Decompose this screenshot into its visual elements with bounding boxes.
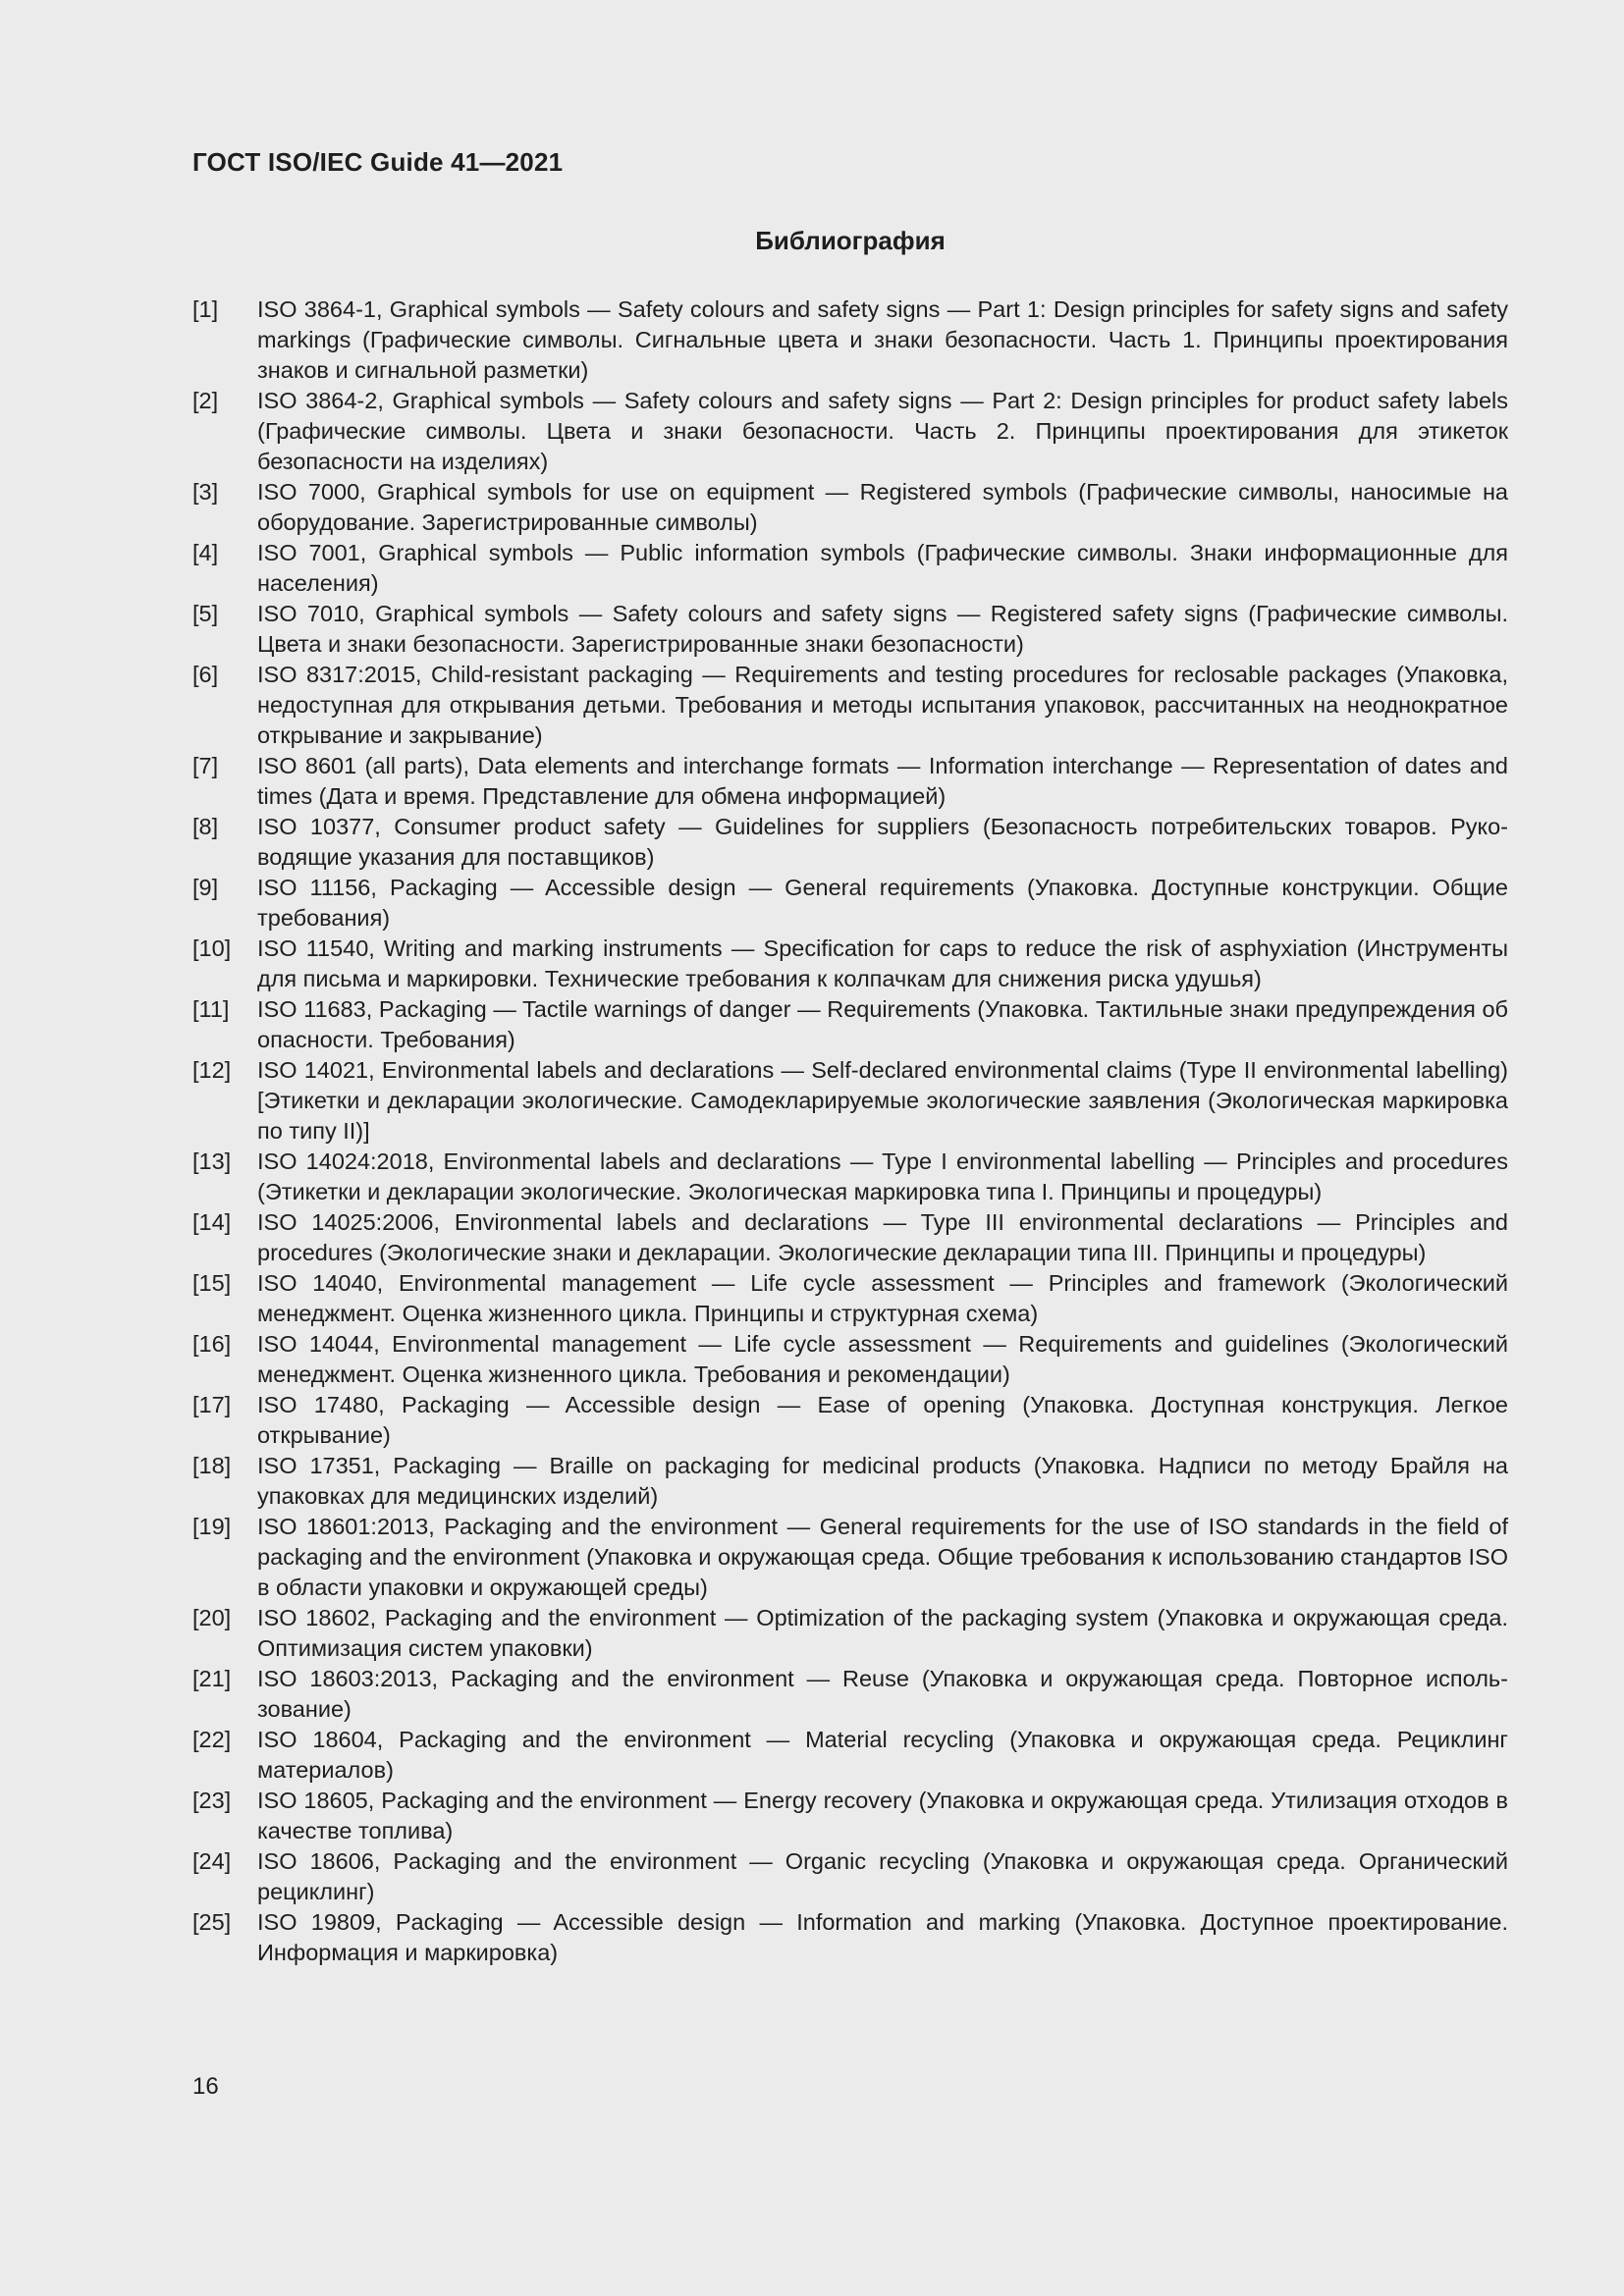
reference-number: [25]	[192, 1909, 232, 1935]
reference-text: ISO 7001, Graphical symbols — Public information symbols (Графические символы. Знаки информационные для населения)	[257, 540, 1508, 596]
reference-number: [14]	[192, 1209, 232, 1235]
reference-number: [2]	[192, 388, 219, 413]
reference-item-19	[192, 1512, 1508, 1603]
reference-item-22	[192, 1725, 1508, 1786]
reference-text: ISO 18601:2013, Packaging and the environment — General requirements for the use of ISO standards in the field of packaging and the environment (Упаковка и окружающая среда. Общие требования к использованию стандартов ISO в области упаковки и окружающей среды)	[257, 1514, 1508, 1600]
reference-item-1	[192, 294, 1508, 386]
reference-item-14	[192, 1207, 1508, 1268]
reference-item-5	[192, 599, 1508, 660]
reference-item-23	[192, 1786, 1508, 1846]
reference-number: [3]	[192, 479, 219, 505]
reference-item-25	[192, 1907, 1508, 1968]
reference-text: ISO 14025:2006, Environmental labels and declarations — Type III environmental declarations — Principles and procedures (Экологические знаки и декларации. Экологические декларации типа III. Принципы и процедуры)	[257, 1209, 1508, 1265]
reference-text: ISO 18602, Packaging and the environment — Optimization of the packaging system (Упаковка и окружающая среда. Оптимизация систем упаковки)	[257, 1605, 1508, 1661]
reference-number: [7]	[192, 753, 219, 778]
bibliography-title: Библиография	[755, 226, 946, 255]
reference-number: [6]	[192, 662, 219, 687]
reference-number: [16]	[192, 1331, 232, 1357]
reference-text: ISO 18606, Packaging and the environment — Organic recycling (Упаковка и окружающая среда. Органический рециклинг)	[257, 1848, 1508, 1904]
reference-number: [12]	[192, 1057, 232, 1083]
reference-item-9	[192, 873, 1508, 934]
reference-text: ISO 14040, Environmental management — Life cycle assessment — Principles and framework (Экологический менеджмент. Оценка жизненного цикла. Принципы и структурная схема)	[257, 1270, 1508, 1326]
reference-number: [17]	[192, 1392, 232, 1417]
bibliography-list	[192, 294, 1508, 1968]
reference-text: ISO 14044, Environmental management — Life cycle assessment — Requirements and guidelines (Экологический менеджмент. Оценка жизненного цикла. Требования и рекомендации)	[257, 1331, 1508, 1387]
reference-number: [10]	[192, 935, 232, 961]
reference-text: ISO 7010, Graphical symbols — Safety colours and safety signs — Registered safety signs (Графические символы. Цвета и знаки безопасности. Зарегистрированные знаки безопасности)	[257, 601, 1508, 657]
reference-number: [5]	[192, 601, 219, 626]
reference-text: ISO 18603:2013, Packaging and the environment — Reuse (Упаковка и окружающая среда. Повторное использование)	[257, 1666, 1508, 1722]
reference-item-8	[192, 812, 1508, 873]
reference-item-20	[192, 1603, 1508, 1664]
reference-text: ISO 11540, Writing and marking instruments — Specification for caps to reduce the risk of asphyxiation (Инструменты для письма и маркировки. Технические требования к колпачкам для снижения риска удушья)	[257, 935, 1508, 991]
reference-item-13	[192, 1147, 1508, 1207]
reference-item-16	[192, 1329, 1508, 1390]
reference-item-6	[192, 660, 1508, 751]
document-code-header: ГОСТ ISO/IEC Guide 41—2021	[192, 147, 564, 177]
reference-item-10	[192, 934, 1508, 994]
reference-item-18	[192, 1451, 1508, 1512]
reference-item-12	[192, 1055, 1508, 1147]
reference-number: [20]	[192, 1605, 232, 1630]
reference-number: [8]	[192, 814, 219, 839]
reference-number: [24]	[192, 1848, 232, 1874]
reference-number: [22]	[192, 1727, 232, 1752]
reference-item-15	[192, 1268, 1508, 1329]
reference-item-3	[192, 477, 1508, 538]
reference-number: [15]	[192, 1270, 232, 1296]
reference-text: ISO 8317:2015, Child-resistant packaging — Requirements and testing procedures for reclosable packages (Упаковка, недоступная для открывания детьми. Требования и методы испытания упаковок, рассчитанных на неоднократное открывание и закрывание)	[257, 662, 1508, 748]
reference-text: ISO 7000, Graphical symbols for use on equipment — Registered symbols (Графические символы, наносимые на оборудование. Зарегистрированные символы)	[257, 479, 1508, 535]
reference-text: ISO 10377, Consumer product safety — Guidelines for suppliers (Безопасность потребительских товаров. Руководящие указания для поставщиков)	[257, 814, 1508, 870]
reference-text: ISO 3864-2, Graphical symbols — Safety colours and safety signs — Part 2: Design principles for product safety labels (Графические символы. Цвета и знаки безопасности. Часть 2. Принципы проектирования для этикеток безопасности на изделиях)	[257, 388, 1508, 474]
reference-text: ISO 11156, Packaging — Accessible design — General requirements (Упаковка. Доступные конструкции. Общие требования)	[257, 875, 1508, 931]
reference-item-7	[192, 751, 1508, 812]
reference-text: ISO 14024:2018, Environmental labels and declarations — Type I environmental labelling — Principles and procedures (Этикетки и декларации экологические. Экологическая маркировка типа I. Принципы и процедуры)	[257, 1148, 1508, 1204]
reference-text: ISO 17480, Packaging — Accessible design — Ease of opening (Упаковка. Доступная конструкция. Легкое открывание)	[257, 1392, 1508, 1448]
reference-text: ISO 8601 (all parts), Data elements and interchange formats — Information interchange — Representation of dates and times (Дата и время. Представление для обмена информацией)	[257, 753, 1508, 809]
reference-item-11	[192, 994, 1508, 1055]
reference-number: [18]	[192, 1453, 232, 1478]
reference-number: [21]	[192, 1666, 232, 1691]
reference-number: [9]	[192, 875, 219, 900]
reference-number: [23]	[192, 1788, 232, 1813]
reference-number: [4]	[192, 540, 219, 565]
reference-text: ISO 14021, Environmental labels and declarations — Self-declared environmental claims (Type II environmental labelling) [Этикетки и декларации экологические. Самодекларируемые экологические заявления (Экологическая маркировка по типу II)]	[257, 1057, 1508, 1144]
reference-text: ISO 18605, Packaging and the environment — Energy recovery (Упаковка и окружающая среда. Утилизация отходов в качестве топлива)	[257, 1788, 1508, 1843]
reference-item-21	[192, 1664, 1508, 1725]
reference-text: ISO 17351, Packaging — Braille on packaging for medicinal products (Упаковка. Надписи по методу Брайля на упаковках для медицинских изделий)	[257, 1453, 1508, 1509]
reference-text: ISO 3864-1, Graphical symbols — Safety colours and safety signs — Part 1: Design principles for safety signs and safety markings (Графические символы. Сигнальные цвета и знаки безопасности. Часть 1. Принципы проектирования знаков и сигнальной разметки)	[257, 296, 1508, 383]
reference-number: [11]	[192, 996, 230, 1022]
reference-number: [19]	[192, 1514, 232, 1539]
reference-item-2	[192, 386, 1508, 477]
reference-number: [13]	[192, 1148, 232, 1174]
reference-item-24	[192, 1846, 1508, 1907]
reference-text: ISO 18604, Packaging and the environment — Material recycling (Упаковка и окружающая среда. Рециклинг материалов)	[257, 1727, 1508, 1783]
reference-item-17	[192, 1390, 1508, 1451]
page-number: 16	[192, 2073, 219, 2100]
reference-text: ISO 19809, Packaging — Accessible design — Information and marking (Упаковка. Доступное проектирование. Информация и маркировка)	[257, 1909, 1508, 1965]
reference-text: ISO 11683, Packaging — Tactile warnings of danger — Requirements (Упаковка. Тактильные знаки предупреждения об опасности. Требования)	[257, 996, 1508, 1052]
reference-item-4	[192, 538, 1508, 599]
reference-number: [1]	[192, 296, 219, 322]
